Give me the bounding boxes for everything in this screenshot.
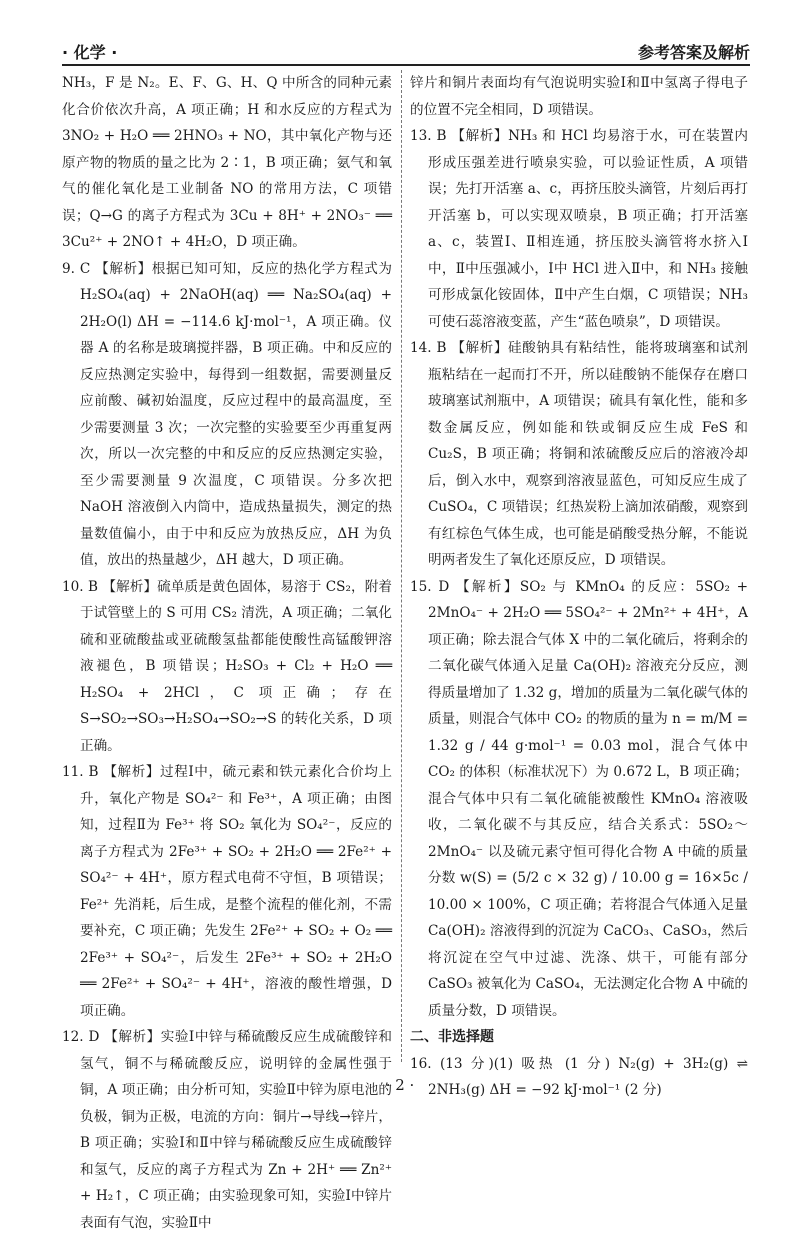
page-header — [62, 38, 750, 66]
right-column — [410, 70, 748, 1104]
answer-11: 11. B 【解析】过程Ⅰ中，硫元素和铁元素化合价均上升，氧化产物是 SO₄²⁻ 和 Fe³⁺，A 项正确；由图知，过程Ⅱ为 Fe³⁺ 将 SO₂ 氧化为 SO₄²⁻，反应的离子方程式为 2Fe³⁺ + SO₂ + 2H₂O ══ 2Fe²⁺ + SO₄²⁻ + 4H⁺，原方程式电荷不守恒，B 项错误；Fe²⁺ 先消耗，后生成，是整个流程的催化剂，不需要补充，C 项正确；先发生 2Fe²⁺ + SO₂ + O₂ ══ 2Fe³⁺ + SO₄²⁻，后发生 2Fe³⁺ + SO₂ + 2H₂O ══ 2Fe²⁺ + SO₄²⁻ + 4H⁺，溶液的酸性增强，D 项正确。 — [62, 764, 392, 1019]
section-title: 参考答案及解析 — [637, 43, 750, 62]
continued-paragraph-12: 锌片和铜片表面均有气泡说明实验Ⅰ和Ⅱ中氢离子得电子的位置不完全相同，D 项错误。 — [410, 75, 748, 118]
continued-paragraph: NH₃，F 是 N₂。E、F、G、H、Q 中所含的同种元素化合价依次升高，A 项正确；H 和水反应的方程式为 3NO₂ + H₂O ══ 2HNO₃ + NO，其中氧化产物与还原产物的物质的量之比为 2∶1，B 项正确；氨气和氧气的催化氧化是工业制备 NO 的常用方法，C 项错误；Q→G 的离子方程式为 3Cu + 8H⁺ + 2NO₃⁻ ══ 3Cu²⁺ + 2NO↑ + 4H₂O，D 项正确。 — [62, 75, 392, 250]
answer-9: 9. C 【解析】根据已知可知，反应的热化学方程式为 H₂SO₄(aq) + 2NaOH(aq) ══ Na₂SO₄(aq) + 2H₂O(l) ΔH = −114.6 kJ·mol⁻¹，A 项正确。仪器 A 的名称是玻璃搅拌器，B 项正确。中和反应的反应热测定实验中，每得到一组数据，需要测量反应前酸、碱初始温度，反应过程中的最高温度，至少需要测量 3 次；一次完整的实验要至少再重复两次，所以一次完整的中和反应的反应热测定实验，至少需要测量 9 次温度，C 项错误。分多次把 NaOH 溶液倒入内筒中，造成热量损失，测定的热量数值偏小，由于中和反应为放热反应，ΔH 为负值，放出的热量越少，ΔH 越大，D 项正确。 — [62, 260, 392, 568]
answer-16: 16. (13 分)(1) 吸热 (1 分) N₂(g) + 3H₂(g) ⇌ 2NH₃(g) ΔH = −92 kJ·mol⁻¹ (2 分) — [410, 1055, 748, 1098]
section-heading: 二、非选择题 — [410, 1029, 494, 1045]
column-divider — [401, 70, 402, 1062]
answer-13: 13. B 【解析】NH₃ 和 HCl 均易溶于水，可在装置内形成压强差进行喷泉实验，可以验证性质，A 项错误；先打开活塞 a、c，再挤压胶头滴管，片刻后再打开活塞 b，可以实现双喷泉，B 项正确；打开活塞 a、c，装置Ⅰ、Ⅱ相连通，挤压胶头滴管将水挤入Ⅰ中，Ⅱ中压强减小，Ⅰ中 HCl 进入Ⅱ中，和 NH₃ 接触可形成氯化铵固体，Ⅱ中产生白烟，C 项错误；NH₃ 可使石蕊溶液变蓝，产生“蓝色喷泉”，D 项错误。 — [410, 128, 748, 330]
page-number: · 2 · — [385, 1076, 415, 1094]
answer-14: 14. B 【解析】硅酸钠具有粘结性，能将玻璃塞和试剂瓶粘结在一起而打不开，所以硅酸钠不能保存在磨口玻璃塞试剂瓶中，A 项错误；硫具有氧化性，能和多数金属反应，例如能和铁或铜反应生成 FeS 和 Cu₂S，B 项正确；将铜和浓硫酸反应后的溶液冷却后，倒入水中，观察到溶液显蓝色，可知反应生成了 CuSO₄，C 项错误；红热炭粉上滴加浓硝酸，观察到有红棕色气体生成，也可能是硝酸受热分解，不能说明两者发生了氧化还原反应，D 项错误。 — [410, 340, 748, 568]
subject-label: · 化学 · — [62, 43, 118, 62]
left-column — [62, 70, 392, 1236]
answer-15: 15. D 【解析】SO₂ 与 KMnO₄ 的反应：5SO₂ + 2MnO₄⁻ + 2H₂O ══ 5SO₄²⁻ + 2Mn²⁺ + 4H⁺，A 项正确；除去混合气体 X 中的二氧化硫后，将剩余的二氧化碳气体通入足量 Ca(OH)₂ 溶液充分反应，测得质量增加了 1.32 g，增加的质量为二氧化碳气体的质量，则混合气体中 CO₂ 的物质的量为 n = m/M = 1.32 g / 44 g·mol⁻¹ = 0.03 mol，混合气体中 CO₂ 的体积（标准状况下）为 0.672 L，B 项正确；混合气体中只有二氧化硫能被酸性 KMnO₄ 溶液吸收，二氧化碳不与其反应，结合关系式：5SO₂～2MnO₄⁻ 以及硫元素守恒可得化合物 A 中硫的质量分数 w(S) = (5/2 c × 32 g) / 10.00 g = 16×5c / 10.00 × 100%，C 项正确；若将混合气体通入足量 Ca(OH)₂ 溶液得到的沉淀为 CaCO₃、CaSO₃，然后将沉淀在空气中过滤、洗涤、烘干，可能有部分 CaSO₃ 被氧化为 CaSO₄，无法测定化合物 A 中硫的质量分数，D 项错误。 — [410, 578, 748, 1019]
answer-10: 10. B 【解析】硫单质是黄色固体，易溶于 CS₂，附着于试管壁上的 S 可用 CS₂ 清洗，A 项正确；二氧化硫和亚硫酸盐或亚硫酸氢盐都能使酸性高锰酸钾溶液褪色，B 项错误；H₂SO₃ + Cl₂ + H₂O ══ H₂SO₄ + 2HCl，C 项正确；存在 S→SO₂→SO₃→H₂SO₄→SO₂→S 的转化关系，D 项正确。 — [62, 578, 392, 754]
answer-12: 12. D 【解析】实验Ⅰ中锌与稀硫酸反应生成硫酸锌和氢气，铜不与稀硫酸反应，说明锌的金属性强于铜，A 项正确；由分析可知，实验Ⅱ中锌为原电池的负极，铜为正极，电流的方向：铜片→导线→锌片，B 项正确；实验Ⅰ和Ⅱ中锌与稀硫酸反应生成硫酸锌和氢气，反应的离子方程式为 Zn + 2H⁺ ══ Zn²⁺ + H₂↑，C 项正确；由实验现象可知，实验Ⅰ中锌片表面有气泡，实验Ⅱ中 — [62, 1029, 392, 1231]
